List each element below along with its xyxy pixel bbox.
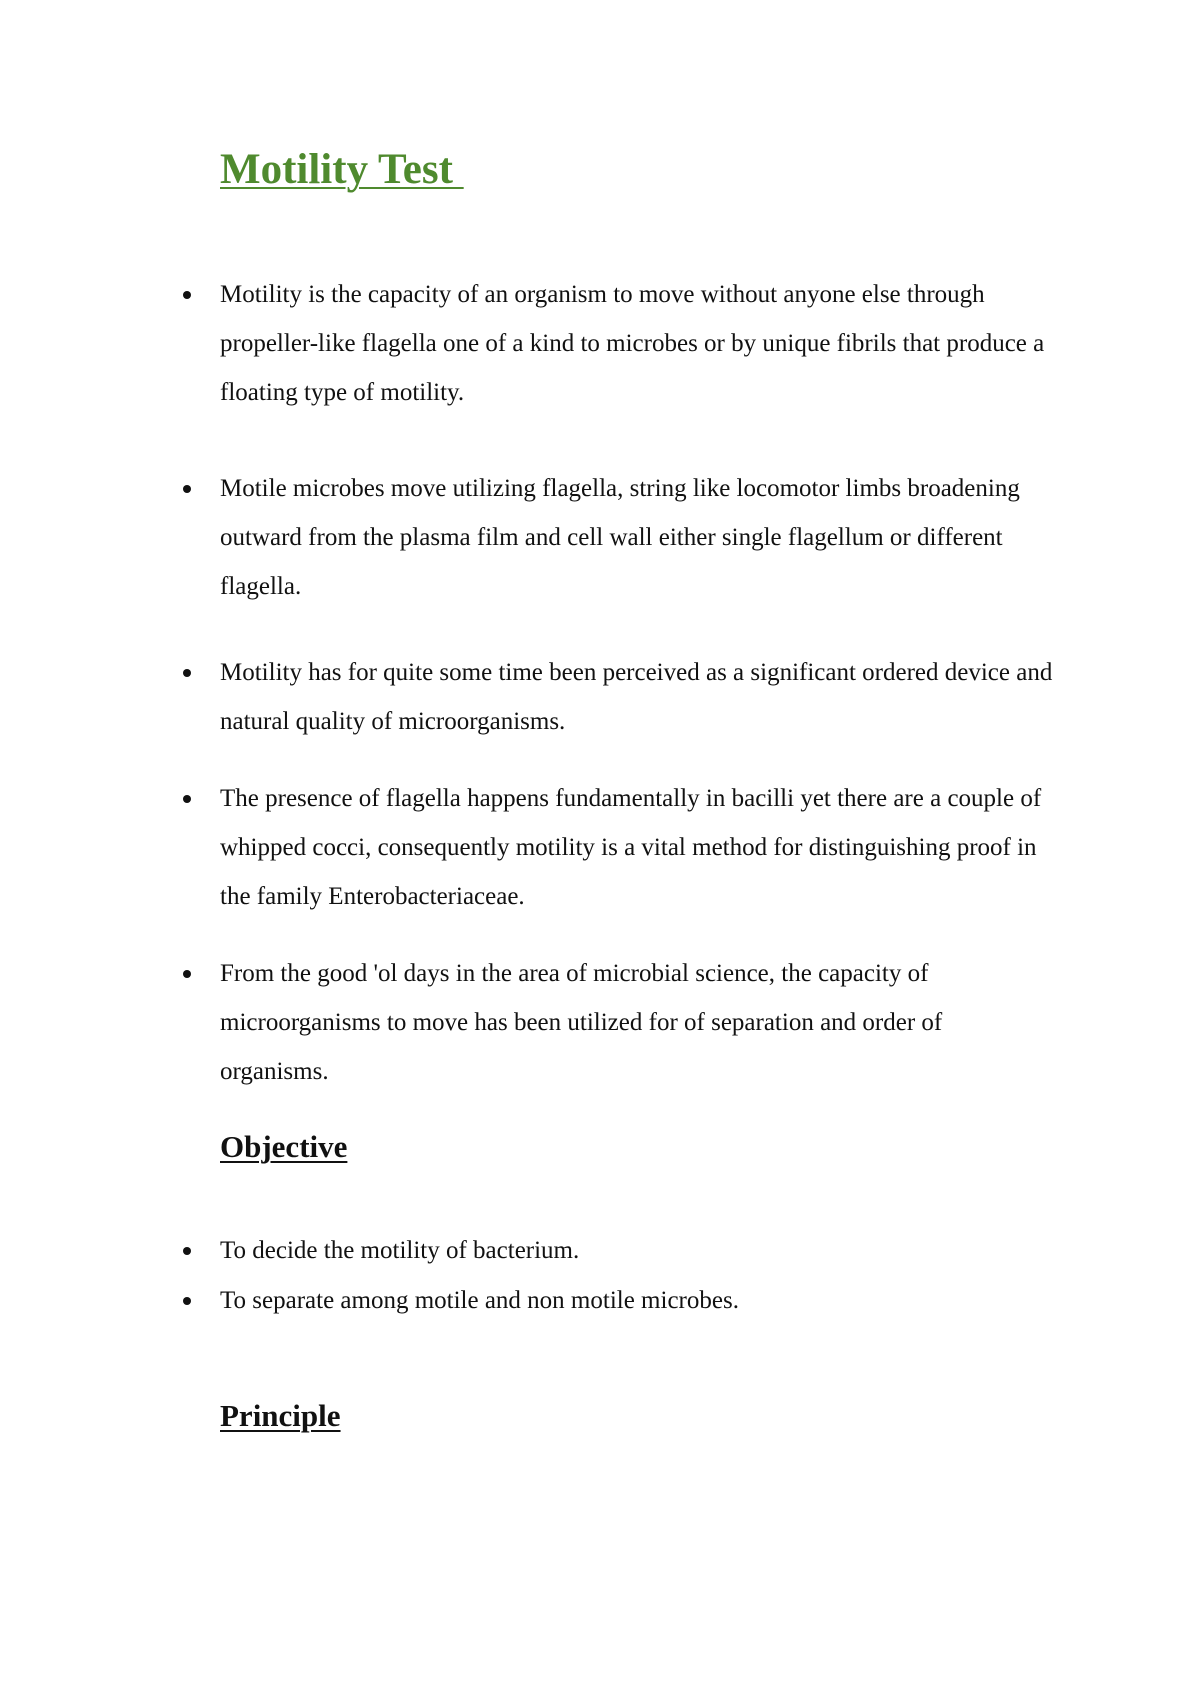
list-item: Motility is the capacity of an organism to move without anyone else through propeller-like flagella one of a kind to microbes or by unique fibrils that produce a floating type of motility. xyxy=(175,270,1055,417)
page-title: Motility Test xyxy=(220,146,464,193)
list-item: Motile microbes move utilizing flagella, string like locomotor limbs broadening outward from the plasma film and cell wall either single flagellum or different flagella. xyxy=(175,464,1055,611)
list-item: To separate among motile and non motile microbes. xyxy=(175,1276,1055,1326)
list-item: Motility has for quite some time been perceived as a significant ordered device and natural quality of microorganisms. xyxy=(175,648,1055,746)
list-item: To decide the motility of bacterium. xyxy=(175,1226,1055,1276)
objective-bullet-list xyxy=(175,1226,1055,1326)
list-item: The presence of flagella happens fundamentally in bacilli yet there are a couple of whipped cocci, consequently motility is a vital method for distinguishing proof in the family Enterobacteriaceae. xyxy=(175,774,1055,921)
objective-heading: Objective xyxy=(220,1129,348,1164)
list-item: From the good 'ol days in the area of microbial science, the capacity of microorganisms to move has been utilized for of separation and order of organisms. xyxy=(175,949,1055,1096)
principle-heading: Principle xyxy=(220,1398,341,1433)
intro-bullet-list xyxy=(175,270,1055,1096)
